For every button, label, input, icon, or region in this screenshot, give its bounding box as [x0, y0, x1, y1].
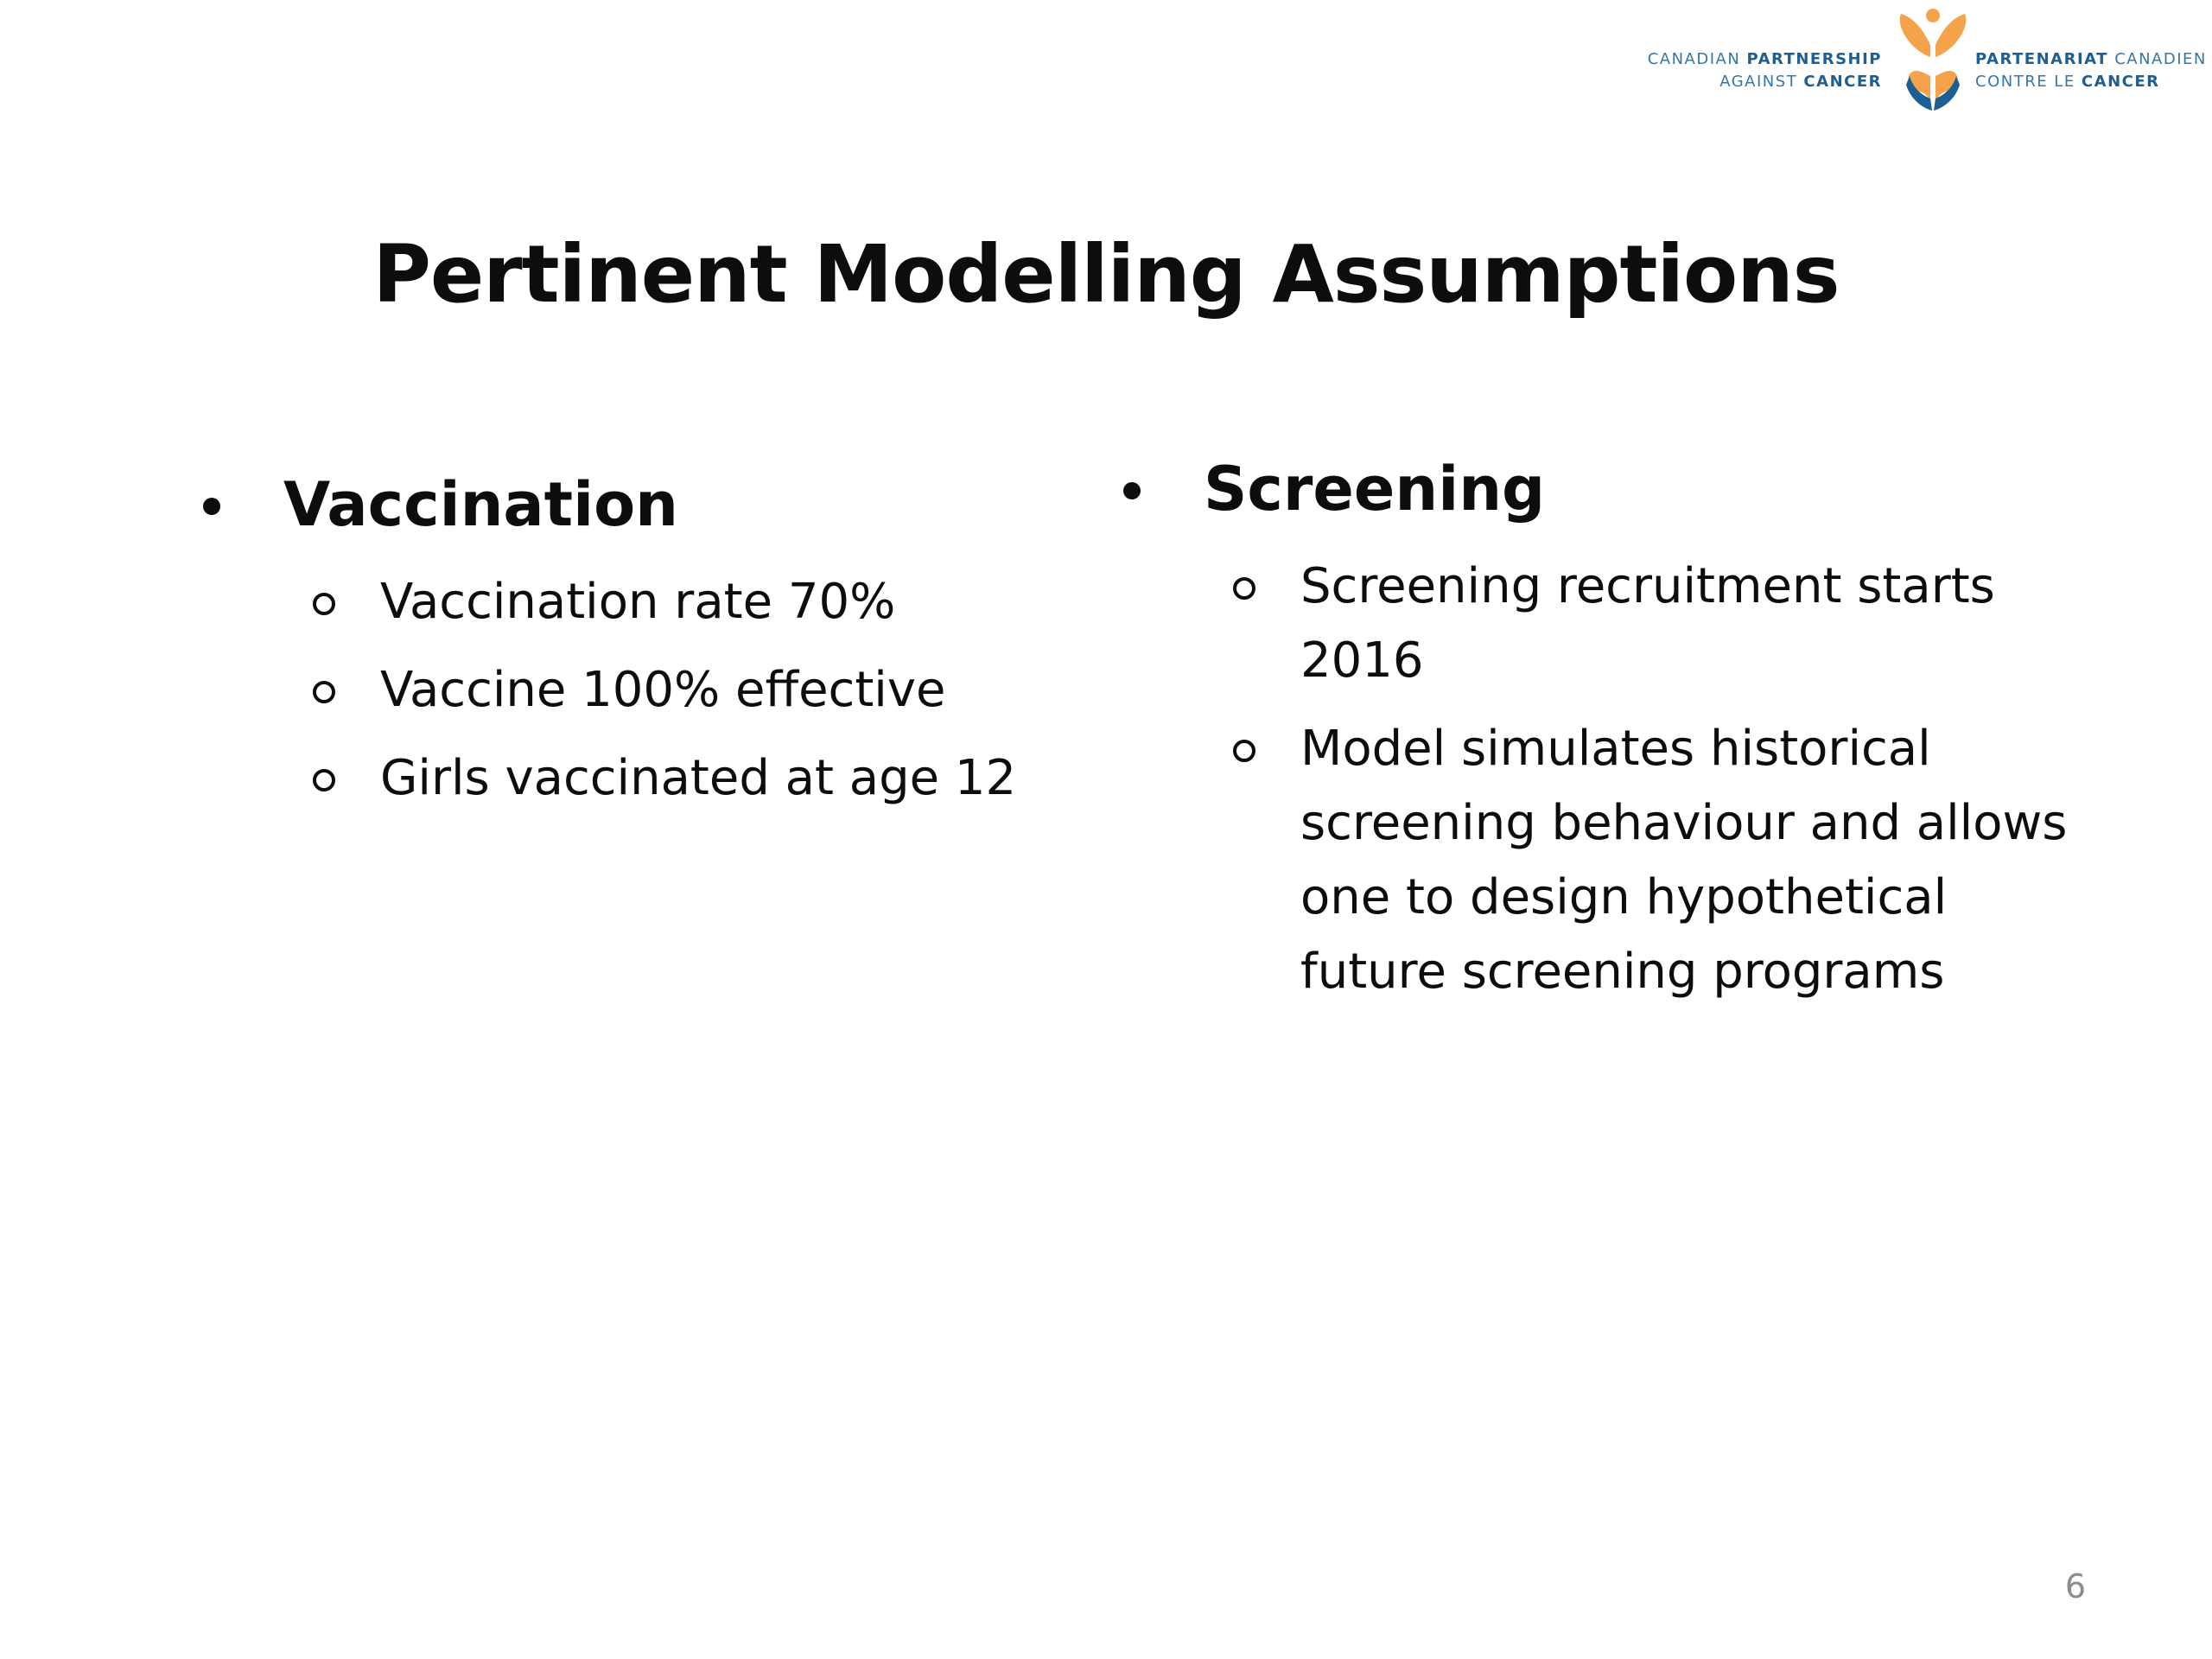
list-item-text: Vaccine 100% effective — [380, 662, 946, 718]
bullet-dot-icon — [1123, 482, 1141, 499]
vaccination-column — [194, 458, 1102, 816]
bullet-dot-icon — [203, 498, 220, 515]
vaccination-list — [194, 565, 1102, 816]
hollow-circle-icon — [313, 769, 335, 791]
screening-column — [1115, 442, 2074, 1009]
list-item — [194, 653, 1102, 728]
list-item-text: Model simulates historical screening behaviour and allows one to design hypothetical future screening programs — [1300, 721, 2068, 1000]
vaccination-heading: Vaccination — [283, 469, 679, 540]
list-item — [1115, 712, 2074, 1009]
screening-bullet — [1115, 442, 2074, 536]
hollow-circle-icon — [313, 593, 335, 615]
list-item-text: Screening recruitment starts 2016 — [1300, 558, 1995, 689]
slide-title: Pertinent Modelling Assumptions — [372, 228, 1840, 321]
list-item — [194, 741, 1102, 816]
hollow-circle-icon — [313, 681, 335, 703]
list-item-text: Girls vaccinated at age 12 — [380, 750, 1017, 806]
list-item-text: Vaccination rate 70% — [380, 574, 896, 630]
list-item — [194, 565, 1102, 639]
hollow-circle-icon — [1233, 740, 1255, 762]
partnership-figure-icon — [1897, 5, 1968, 111]
page-number: 6 — [2064, 1567, 2086, 1605]
screening-heading: Screening — [1204, 454, 1546, 524]
list-item — [1115, 550, 2074, 698]
screening-list — [1115, 550, 2074, 1009]
logo-english-text: CANADIAN PARTNERSHIP AGAINST CANCER — [1647, 50, 1882, 91]
logo-french-text: PARTENARIAT CANADIEN CONTRE LE CANCER — [1975, 50, 2207, 91]
vaccination-bullet — [194, 458, 1102, 551]
cpac-logo — [1647, 5, 2207, 109]
hollow-circle-icon — [1233, 577, 1255, 600]
